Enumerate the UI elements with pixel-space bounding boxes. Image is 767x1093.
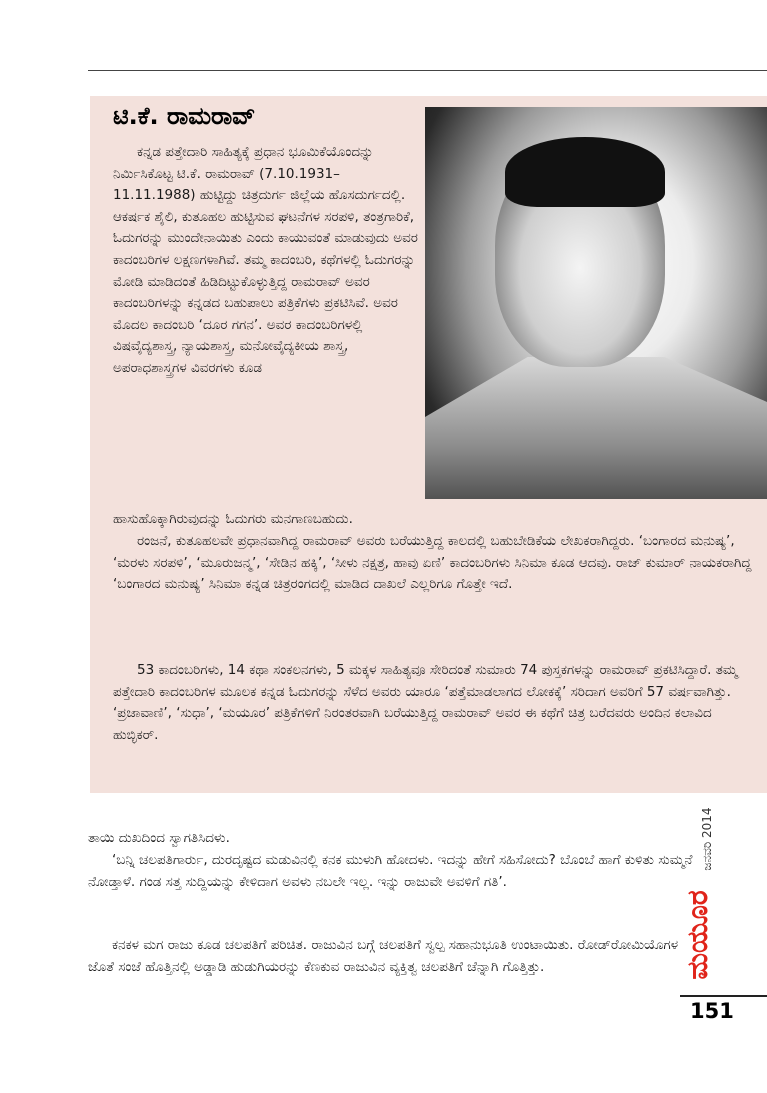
story-line-1: ತಾಯಿ ದುಖದಿಂದ ಸ್ವಾಗತಿಸಿದಳು. <box>88 830 230 846</box>
box-paragraph-3: 53 ಕಾದಂಬರಿಗಳು, 14 ಕಥಾ ಸಂಕಲನಗಳು, 5 ಮಕ್ಕಳ ಸಾಹಿತ್ಯವೂ ಸೇರಿದಂತೆ ಸುಮಾರು 74 ಪುಸ್ತಕಗಳನ್ನು ರಾಮರಾವ್ ಪ್ರಕಟಿಸಿದ್ದಾರೆ. ತಮ್ಮ ಪತ್ತೇದಾರಿ ಕಾದಂಬರಿಗಳ ಮೂಲಕ ಕನ್ನಡ ಓದುಗರನ್ನು ಸೆಳೆದ ಅವರು ಯಾರೂ ‘ಪತ್ತೆಮಾಡಲಾಗದ ಲೋಕಕ್ಕೆ’ ಸರಿದಾಗ ಅವರಿಗೆ 57 ವರ್ಷವಾಗಿತ್ತು. ‘ಪ್ರಜಾವಾಣಿ’, ‘ಸುಧಾ’, ‘ಮಯೂರ’ ಪತ್ರಿಕೆಗಳಿಗೆ ನಿರಂತರವಾಗಿ ಬರೆಯುತ್ತಿದ್ದ ರಾಮರಾವ್ ಅವರ ಈ ಕಥೆಗೆ ಚಿತ್ರ ಬರೆದವರು ಅಂದಿನ ಕಲಾವಿದ ಹುಬ್ಳಿಕರ್. <box>113 662 738 743</box>
box-paragraph-2: ರಂಜನೆ, ಕುತೂಹಲವೇ ಪ್ರಧಾನವಾಗಿದ್ದ ರಾಮರಾವ್ ಅವರು ಬರೆಯುತ್ತಿದ್ದ ಕಾಲದಲ್ಲಿ ಬಹುಬೇಡಿಕೆಯ ಲೇಖಕರಾಗಿದ್ದರು. ‘ಬಂಗಾರದ ಮನುಷ್ಯ’, ‘ಮರಳು ಸರಪಳಿ’, ‘ಮೂರುಜನ್ಮ’, ‘ಸೇಡಿನ ಹಕ್ಕಿ’, ‘ಸೀಳು ನಕ್ಷತ್ರ, ಹಾವು ಏಣಿ’ ಕಾದಂಬರಿಗಳು ಸಿನಿಮಾ ಕೂಡ ಆದವು. ರಾಜ್ ಕುಮಾರ್ ನಾಯಕರಾಗಿದ್ದ ‘ಬಂಗಾರದ ಮನುಷ್ಯ’ ಸಿನಿಮಾ ಕನ್ನಡ ಚಿತ್ರರಂಗದಲ್ಲಿ ಮಾಡಿದ ದಾಖಲೆ ಎಲ್ಲರಿಗೂ ಗೊತ್ತೇ ಇದೆ. <box>113 533 752 593</box>
magazine-sidebar <box>681 800 728 990</box>
box-paragraph-1: ಕನ್ನಡ ಪತ್ತೇದಾರಿ ಸಾಹಿತ್ಯಕ್ಕೆ ಪ್ರಧಾನ ಭೂಮಿಕೆಯೊಂದನ್ನು ನಿರ್ಮಿಸಿಕೊಟ್ಟ ಟಿ.ಕೆ. ರಾಮರಾವ್ (7.10.1931– 11.11.1988) ಹುಟ್ಟಿದ್ದು ಚಿತ್ರದುರ್ಗ ಜಿಲ್ಲೆಯ ಹೊಸದುರ್ಗದಲ್ಲಿ. ಆಕರ್ಷಕ ಶೈಲಿ, ಕುತೂಹಲ ಹುಟ್ಟಿಸುವ ಘಟನೆಗಳ ಸರಪಳಿ, ತಂತ್ರಗಾರಿಕೆ, ಓದುಗರನ್ನು ಮುಂದೇನಾಯಿತು ಎಂದು ಕಾಯುವಂತೆ ಮಾಡುವುದು ಅವರ ಕಾದಂಬರಿಗಳ ಲಕ್ಷಣಗಳಾಗಿವೆ. ತಮ್ಮ ಕಾದಂಬರಿ, ಕಥೆಗಳಲ್ಲಿ ಓದುಗರನ್ನು ಮೋಡಿ ಮಾಡಿದಂತೆ ಹಿಡಿದಿಟ್ಟುಕೊಳ್ಳುತ್ತಿದ್ದ ರಾಮರಾವ್ ಅವರ ಕಾದಂಬರಿಗಳನ್ನು ಕನ್ನಡದ ಬಹುಪಾಲು ಪತ್ರಿಕೆಗಳು ಪ್ರಕಟಿಸಿವೆ. ಅವರ ಮೊದಲ ಕಾದಂಬರಿ ‘ದೂರ ಗಗನ’. ಅವರ ಕಾದಂಬರಿಗಳಲ್ಲಿ ವಿಷವೈದ್ಯಶಾಸ್ತ್ರ, ನ್ಯಾಯಶಾಸ್ತ್ರ, ಮನೋವೈದ್ಯಕೀಯ ಶಾಸ್ತ್ರ, ಅಪರಾಧಶಾಸ್ತ್ರಗಳ ವಿವರಗಳು ಕೂಡ <box>113 144 418 376</box>
issue-date: ಜನವರಿ 2014 <box>700 807 714 871</box>
photo-coat <box>425 357 767 499</box>
page-number-rule <box>680 995 767 997</box>
page-number: 151 <box>690 999 734 1023</box>
author-photo <box>425 107 767 499</box>
top-divider <box>88 70 767 71</box>
box-title: ಟಿ.ಕೆ. ರಾಮರಾವ್ <box>113 102 256 130</box>
magazine-logo: ಮಯೂರ <box>681 890 714 980</box>
box-paragraph-1-continued: ಹಾಸುಹೊಕ್ಕಾಗಿರುವುದನ್ನು ಓದುಗರು ಮನಗಾಣಬಹುದು. <box>113 511 353 527</box>
story-paragraph-3: ಕನಕಳ ಮಗ ರಾಜು ಕೂಡ ಚಲಪತಿಗೆ ಪರಿಚಿತ. ರಾಜುವಿನ ಬಗ್ಗೆ ಚಲಪತಿಗೆ ಸ್ವಲ್ಪ ಸಹಾನುಭೂತಿ ಉಂಟಾಯಿತು. ರೋಡ್‌ರೋಮಿಯೊಗಳ ಜೊತೆ ಸಂಜೆ ಹೊತ್ತಿನಲ್ಲಿ ಅಡ್ಡಾಡಿ ಹುಡುಗಿಯರನ್ನು ಕೆಣಕುವ ರಾಜುವಿನ ವ್ಯಕ್ತಿತ್ವ ಚಲಪತಿಗೆ ಚೆನ್ನಾಗಿ ಗೊತ್ತಿತ್ತು. <box>88 937 679 975</box>
story-paragraph-2: ‘ಬನ್ನಿ ಚಲಪತಿಗಾರ್ರು, ದುರದೃಷ್ಟದ ಮಡುವಿನಲ್ಲಿ ಕನಕ ಮುಳುಗಿ ಹೋದಳು. ಇದನ್ನು ಹೇಗೆ ಸಹಿಸೋದು? ಬೊಂಬೆ ಹಾಗೆ ಕುಳಿತು ಸುಮ್ಮನೆ ನೋಡ್ತಾಳೆ. ಗಂಡ ಸತ್ತ ಸುದ್ದಿಯನ್ನು ಕೇಳಿದಾಗ ಅವಳು ನಬಲೇ ಇಲ್ಲ. ಇನ್ನು ರಾಜುವೇ ಅವಳಿಗೆ ಗತಿ’. <box>88 852 693 890</box>
photo-hair <box>505 137 665 207</box>
